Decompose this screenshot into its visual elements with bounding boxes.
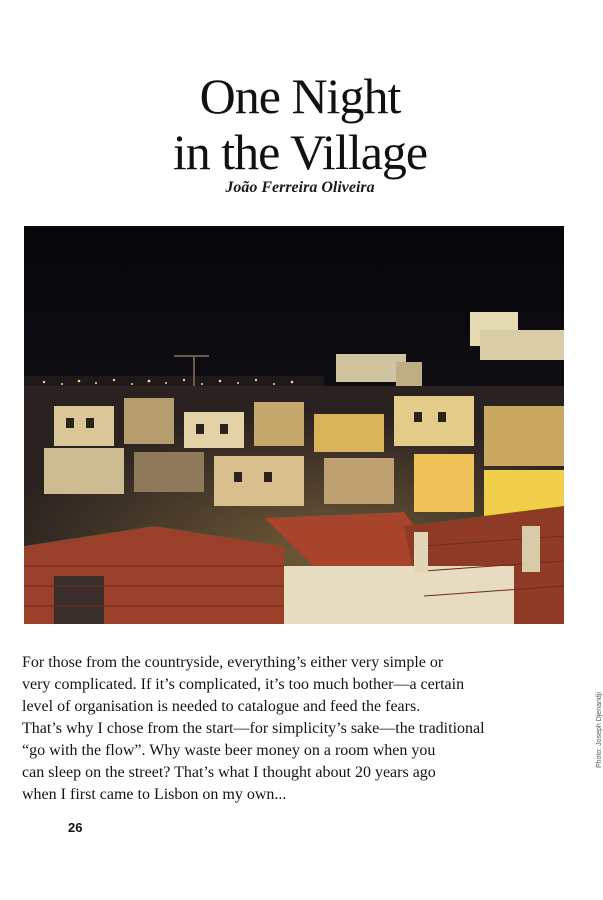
- body-line: “go with the flow”. Why waste beer money on a room when you: [22, 742, 436, 759]
- title-line-2: in the Village: [172, 124, 428, 180]
- author-byline: João Ferreira Oliveira: [225, 179, 375, 196]
- body-line: For those from the countryside, everything’s either very simple or: [22, 654, 444, 671]
- page-number: 26: [68, 820, 83, 835]
- article-title: [0, 68, 600, 180]
- body-line: level of organisation is needed to catalogue and feed the fears.: [22, 698, 421, 715]
- body-line: That’s why I chose from the start—for simplicity’s sake—the traditional: [22, 720, 485, 737]
- body-line: when I first came to Lisbon on my own...: [22, 786, 287, 803]
- body-line: can sleep on the street? That’s what I thought about 20 years ago: [22, 764, 436, 781]
- title-line-1: One Night: [199, 68, 401, 124]
- night-village-photo: [24, 226, 564, 624]
- article-body: [22, 652, 570, 806]
- photo-credit: Photo: Joseph Djenandji: [596, 692, 603, 768]
- body-line: very complicated. If it’s complicated, it’s too much bother—a certain: [22, 676, 465, 693]
